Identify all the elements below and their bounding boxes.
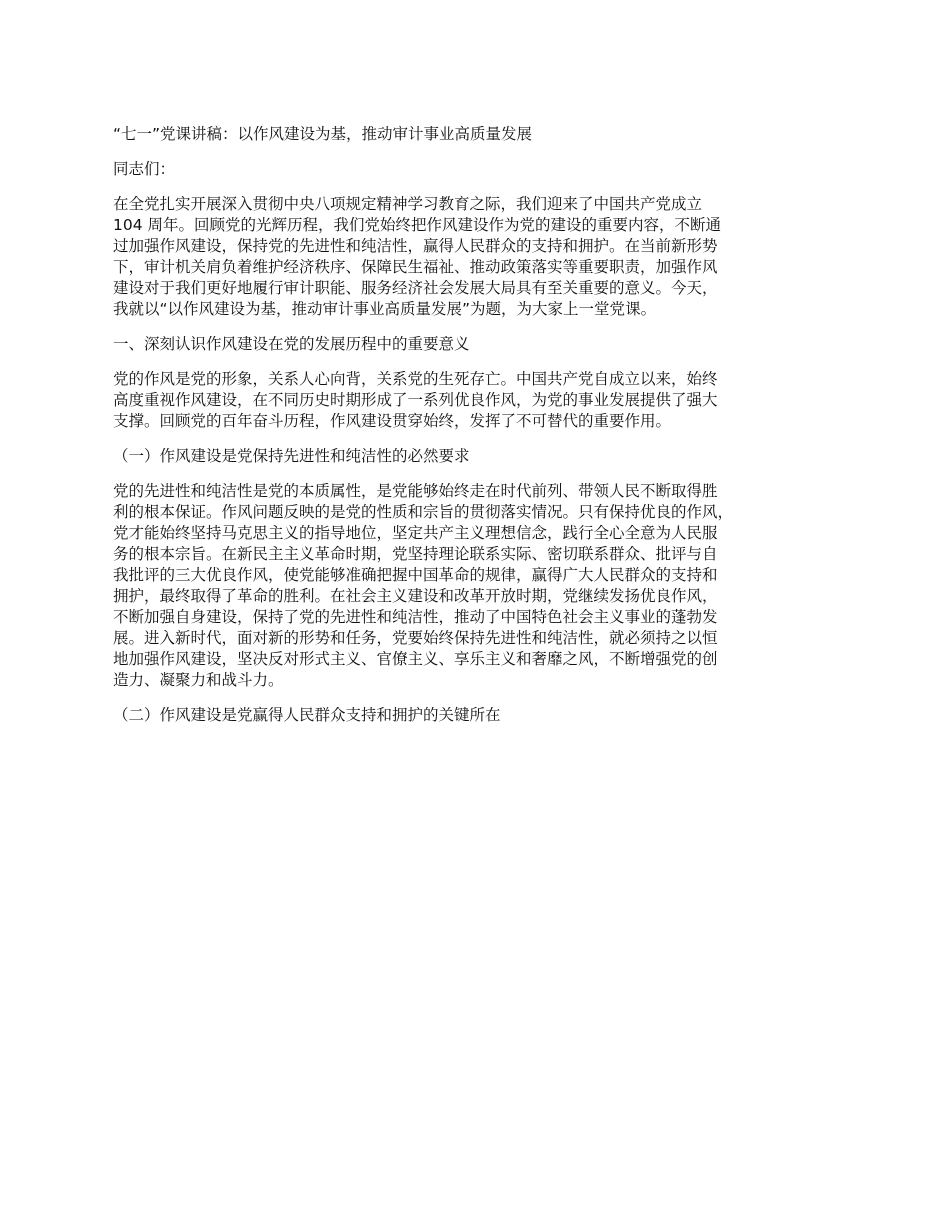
- intro-paragraph: [113, 194, 855, 320]
- paragraph-line: 不断加强自身建设，保持了党的先进性和纯洁性，推动了中国特色社会主义事业的蓬勃发: [113, 608, 718, 626]
- paragraph-line: 利的根本保证。作风问题反映的是党的性质和宗旨的贯彻落实情况。只有保持优良的作风，: [113, 503, 734, 521]
- document-title: “七一”党课讲稿：以作风建设为基，推动审计事业高质量发展: [113, 125, 533, 143]
- paragraph-line: 党的作风是党的形象，关系人心向背，关系党的生死存亡。中国共产党自成立以来，始终: [113, 370, 718, 388]
- subsection-1-paragraph: [113, 481, 855, 691]
- section-heading-1: 一、深刻认识作风建设在党的发展历程中的重要意义: [113, 335, 470, 353]
- paragraph-line: 拥护，最终取得了革命的胜利。在社会主义建设和改革开放时期，党继续发扬优良作风，: [113, 587, 718, 605]
- paragraph-line: 展。进入新时代，面对新的形势和任务，党要始终保持先进性和纯洁性，就必须持之以恒: [113, 629, 718, 647]
- paragraph-line: 我批评的三大优良作风，使党能够准确把握中国革命的规律，赢得广大人民群众的支持和: [113, 566, 718, 584]
- greeting: 同志们：: [113, 160, 176, 178]
- subsection-heading-1: （一）作风建设是党保持先进性和纯洁性的必然要求: [113, 447, 470, 465]
- paragraph-line: 支撑。回顾党的百年奋斗历程，作风建设贯穿始终，发挥了不可替代的重要作用。: [113, 412, 672, 430]
- paragraph-line: 建设对于我们更好地履行审计职能、服务经济社会发展大局具有至关重要的意义。今天，: [113, 279, 718, 297]
- paragraph-line: 造力、凝聚力和战斗力。: [113, 671, 284, 689]
- paragraph-line: 党才能始终坚持马克思主义的指导地位，坚定共产主义理想信念，践行全心全意为人民服: [113, 524, 718, 542]
- paragraph-line: 过加强作风建设，保持党的先进性和纯洁性，赢得人民群众的支持和拥护。在当前新形势: [113, 237, 718, 255]
- paragraph-line: 我就以“以作风建设为基，推动审计事业高质量发展”为题，为大家上一堂党课。: [113, 300, 657, 318]
- paragraph-line: 高度重视作风建设，在不同历史时期形成了一系列优良作风，为党的事业发展提供了强大: [113, 391, 718, 409]
- subsection-heading-2: （二）作风建设是党赢得人民群众支持和拥护的关键所在: [113, 706, 501, 724]
- paragraph-line: 党的先进性和纯洁性是党的本质属性，是党能够始终走在时代前列、带领人民不断取得胜: [113, 482, 718, 500]
- paragraph-line: 下，审计机关肩负着维护经济秩序、保障民生福祉、推动政策落实等重要职责，加强作风: [113, 258, 718, 276]
- paragraph-line: 在全党扎实开展深入贯彻中央八项规定精神学习教育之际，我们迎来了中国共产党成立: [113, 195, 703, 213]
- section-1-paragraph: [113, 369, 855, 432]
- paragraph-line: 地加强作风建设，坚决反对形式主义、官僚主义、享乐主义和奢靡之风，不断增强党的创: [113, 650, 718, 668]
- paragraph-line: 务的根本宗旨。在新民主主义革命时期，党坚持理论联系实际、密切联系群众、批评与自: [113, 545, 718, 563]
- document-page: [113, 124, 855, 740]
- paragraph-line: 104 周年。回顾党的光辉历程，我们党始终把作风建设作为党的建设的重要内容，不断通: [113, 216, 722, 234]
